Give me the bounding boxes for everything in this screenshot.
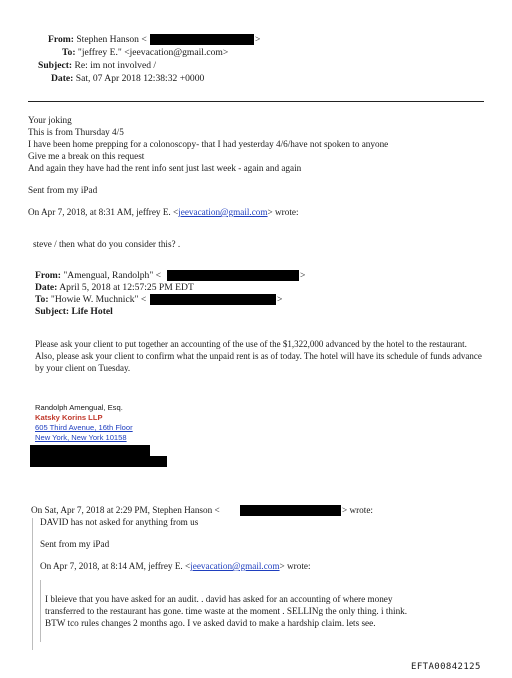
header-subject-label: Subject: [38,60,73,71]
redaction-block [150,34,254,45]
forward-subject-row [35,306,113,318]
redaction-block [240,505,341,516]
header-from-value: Stephen Hanson < [76,34,147,45]
signature-address-line2[interactable]: New York, New York 10158 [35,433,127,442]
header-from-row [48,34,147,46]
quote3-email-link[interactable]: jeevacation@gmail.com [190,561,280,571]
header-subject-value: Re: im not involved / [74,60,157,71]
quote1-text: steve / then what do you consider this? . [33,239,181,249]
body-line-2: This is from Thursday 4/5 [28,127,124,137]
header-to-label: To: [62,47,76,58]
redaction-block [150,294,276,305]
header-from-tail: > [255,34,261,45]
signature-address-line1[interactable]: 605 Third Avenue, 16th Floor [35,423,133,432]
header-from-label: From: [48,34,74,45]
header-to-row [62,47,228,59]
quote3-line-1: I bleieve that you have asked for an audit. . david has asked for an accounting of where money [45,594,393,604]
signature-firm: Katsky Korins LLP [35,413,103,422]
signature-name: Randolph Amengual, Esq. [35,403,123,412]
quote3-outro: > wrote: [279,561,311,571]
quote3-line-3: BTW tco rules changes 2 months ago. I ve asked david to make a hardship claim. lets see. [45,618,376,628]
header-subject-row [38,60,156,72]
body-line-1: Your joking [28,115,72,125]
forward-to-tail: > [277,294,283,305]
quote2-text: DAVID has not asked for anything from us [40,517,199,527]
forward-message: Please ask your client to put together an accounting of the use of the $1,322,000 advanced by the hotel to the restaurant. Also, please ask your client to confirm what the unpaid rent is as of today. The hotel will have its schedule of funds advance by your client on Tuesday. [35,339,482,373]
header-date-value: Sat, 07 Apr 2018 12:38:32 +0000 [75,73,205,84]
header-date-row [51,73,204,85]
quote1-header [28,207,299,218]
quote-bar [32,518,33,650]
body-line-4: Give me a break on this request [28,151,145,161]
quote1-email-link[interactable]: jeevacation@gmail.com [178,207,268,217]
forward-from-label: From: [35,270,61,281]
forward-from-row [35,270,161,282]
body-line-3: I have been home prepping for a colonoscopy- that I had yesterday 4/6/have not spoken to anyone [28,139,389,149]
forward-from-value: "Amengual, Randolph" < [63,270,162,281]
quote-bar [40,580,41,642]
quote1-outro: > wrote: [267,207,299,217]
quote1-intro: On Apr 7, 2018, at 8:31 AM, jeffrey E. < [28,207,179,217]
header-divider [28,101,484,102]
body-line-5: And again they have had the rent info sent just last week - again and again [28,163,302,173]
forward-from-tail: > [300,270,306,281]
header-to-value: "jeffrey E." <jeevacation@gmail.com> [77,47,229,58]
quote3-line-2: transferred to the restaurant has gone. time waste at the moment . SELLINg the only thing. i think. [45,606,408,616]
redaction-block [167,270,299,281]
quote2-sent-from: Sent from my iPad [40,539,110,549]
document-id: EFTA00842125 [411,662,481,672]
quote3-header [40,561,311,572]
forward-to-value: "Howie W. Muchnick" < [50,294,147,305]
redaction-block [30,456,167,467]
header-date-label: Date: [51,73,74,84]
forward-subject-label: Subject: [35,306,70,317]
forward-subject-value: Life Hotel [71,306,113,317]
forward-to-label: To: [35,294,49,305]
quote3-intro: On Apr 7, 2018, at 8:14 AM, jeffrey E. < [40,561,191,571]
quote2-intro: On Sat, Apr 7, 2018 at 2:29 PM, Stephen Hanson < [31,505,220,515]
forward-date-label: Date: [35,282,58,293]
forward-date-value: April 5, 2018 at 12:57:25 PM EDT [59,282,194,293]
quote2-outro: > wrote: [342,505,373,515]
forward-to-row [35,294,146,306]
sent-from-ipad: Sent from my iPad [28,185,98,195]
forward-date-row [35,282,194,294]
